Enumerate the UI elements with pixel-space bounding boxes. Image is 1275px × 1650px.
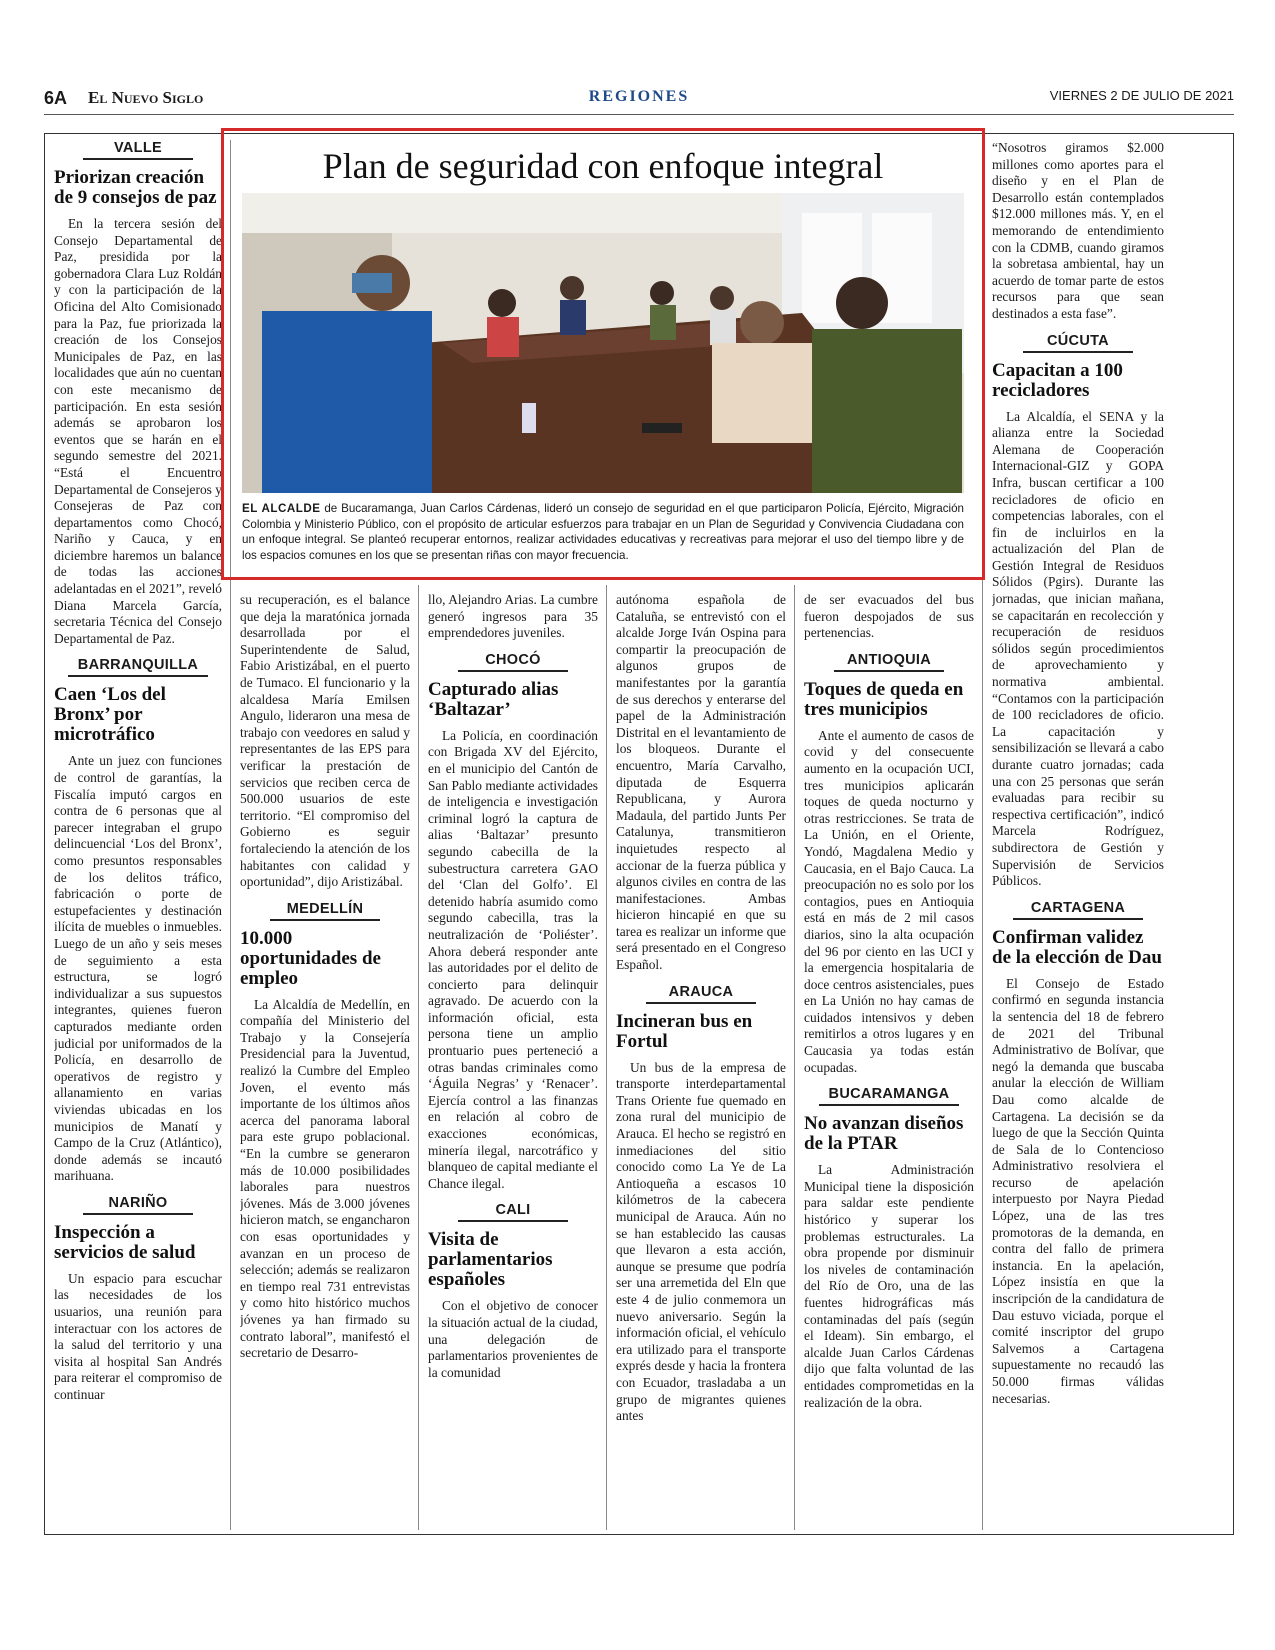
headline-barranquilla: Caen ‘Los del Bronx’ por microtráfico — [54, 684, 166, 746]
feature-block — [221, 128, 985, 580]
kicker-choco: CHOCÓ — [458, 652, 568, 672]
headline-valle: Priorizan creación de 9 consejos de paz — [54, 167, 217, 208]
page-number: 6A — [44, 88, 68, 108]
article-valle — [54, 140, 222, 647]
kicker-cali: CALI — [458, 1202, 568, 1222]
masthead-rule — [44, 114, 1234, 115]
article-barranquilla — [54, 657, 222, 1184]
newspaper-name: El Nuevo Siglo — [88, 88, 204, 107]
headline-bucaramanga: No avanzan diseños de la PTAR — [804, 1113, 964, 1155]
headline-choco: Capturado alias ‘Baltazar’ — [428, 678, 559, 720]
article-cartagena — [992, 900, 1164, 1407]
kicker-barranquilla: BARRANQUILLA — [68, 657, 208, 677]
column-1 — [54, 140, 222, 1530]
caption-text: de Bucaramanga, Juan Carlos Cárdenas, lideró un consejo de seguridad en el que participaron Policía, Ejército, Migración Colombia y Ministerio Público, con el propósito de articular esfuerzos para trabajar en un Plan de Seguridad y Convivencia Ciudadana con un enfoque integral. Se planteó recuperar entornos, realizar actividades educativas y recreativas para mejorar el uso del tiempo libre y de los espacios comunes en los que se presentan riñas con mayor frecuencia. — [242, 502, 964, 562]
body-antioquia: Ante el aumento de casos de covid y del consecuente aumento en la ocupación UCI, tres municipios aplicarán toques de queda nocturno y otras restricciones. Se trata de La Unión, en el Oriente, Yondó, Magdalena Medio y Caucasia, en el Bajo Cauca. La preocupación no es solo por los contagios, pues en Antioquia está en más de 2 mil casos diarios, sino la alta ocupación del 96 por ciento en las UCI y la emergencia hospitalaria de doce centros asistenciales, pues en La Unión no hay camas de cuidados intensivos y deben remitirlos a otros lugares y en Caucasia ya todas están ocupadas. — [804, 727, 974, 1075]
kicker-cucuta: CÚCUTA — [1023, 333, 1133, 353]
article-arauca — [616, 984, 786, 1425]
article-cali — [428, 1202, 598, 1381]
headline-cali: Visita de parlamentarios españoles — [428, 1229, 553, 1291]
body-cali-continued: autónoma española de Cataluña, se entrevistó con el alcalde Jorge Iván Ospina para compartir la preocupación de algunos grupos de manifestantes por la garantía de sus derechos y enterarse del papel de la Administración Distrital en el levantamiento de los bloqueos. Durante el encuentro, María Carvalho, diputada de Esquerra Republicana, y Aurora Madaula, del partido Junts Per Catalunya, transmitieron inquietudes respecto al accionar de la fuerza pública y algunos civiles en contra de las manifestaciones. Ambas hicieron hincapié en que su tarea es realizar un informe que será presentado en el Congreso Español. — [616, 592, 786, 973]
body-bucaramanga-continued: “Nosotros giramos $2.000 millones como aportes para el diseño y en el Plan de Desarrollo están contemplados $12.000 millones más. Y, en el memorando de entendimiento con la CDMB, cuando giramos la sobretasa ambiental, hay un acuerdo de tomar parte de estos recursos para que sean destinados a esta fase”. — [992, 140, 1164, 321]
column-5 — [804, 592, 974, 1530]
article-medellin — [240, 901, 410, 1362]
kicker-bucaramanga: BUCARAMANGA — [819, 1086, 959, 1106]
article-bucaramanga — [804, 1086, 974, 1411]
body-narino-continued: su recuperación, es el balance que deja la maratónica jornada desarrollada por el Superintendente de Salud, Fabio Aristizábal, en el puerto de Tumaco. El funcionario y la alcaldesa María Emilsen Angulo, lideraron una mesa de trabajo con veedores en salud y representantes de las EPS para verificar la prestación de servicios que reciben cerca de 500.000 usuarios de este territorio. “El compromiso del Gobierno es seguir fortaleciendo la atención de los habitantes con calidad y oportunidad”, dijo Aristizábal. — [240, 592, 410, 890]
headline-narino: Inspección a servicios de salud — [54, 1221, 196, 1263]
headline-arauca: Incineran bus en Fortul — [616, 1010, 753, 1052]
kicker-medellin: MEDELLÍN — [270, 901, 380, 921]
column-divider — [418, 585, 419, 1530]
body-cali: Con el objetivo de conocer la situación actual de la ciudad, una delegación de parlamentarios provenientes de la comunidad — [428, 1298, 598, 1380]
body-barranquilla: Ante un juez con funciones de control de garantías, la Fiscalía imputó cargos en contra de 6 personas que al parecer integraban el grupo delincuencial ‘Los del Bronx’, como presuntos responsables de los delitos tráfico, fabricación o porte de estupefacientes y destinación ilícita de muebles o inmuebles. Luego de un año y seis meses de seguimiento a esta estructura, se logró individualizar a sus supuestos integrantes, quienes fueron capturados mediante orden judicial por uniformados de la Policía, en desarrollo de operativos de registro y allanamiento en varias viviendas ubicadas en los municipios de Manatí y Campo de la Cruz (Atlántico), donde además se incautó marihuana. — [54, 753, 222, 1184]
body-arauca-continued: de ser evacuados del bus fueron despojados de sus pertenencias. — [804, 592, 974, 641]
kicker-cartagena: CARTAGENA — [1013, 900, 1143, 920]
headline-antioquia: Toques de queda en tres municipios — [804, 678, 964, 720]
article-choco — [428, 652, 598, 1193]
column-6 — [992, 140, 1164, 1530]
body-cucuta: La Alcaldía, el SENA y la alianza entre la Sociedad Alemana de Cooperación Internacional-GIZ y GOPA Infra, buscan certificar a 100 recicladores de oficio en competencias laborales, con el fin de incluirlos en la actualización del Plan de Gestión Integral de Residuos Sólidos (Pgirs). Durante las jornadas, que inician mañana, se capacitarán en recolección y recuperación de residuos sólidos según procedimientos de aprovechamiento y normativa ambiental. “Contamos con la participación de 100 recicladores de oficio. La capacitación y sensibilización se llevará a cabo durante cuatro jornadas; cada una con 25 personas que serán evaluadas para recibir su respectiva certificación”, indicó Marcela Rodríguez, subdirectora de Gestión y Supervisión de Servicios Públicos. — [992, 408, 1164, 889]
column-2 — [240, 592, 410, 1530]
kicker-arauca: ARAUCA — [646, 984, 756, 1004]
photo-caption — [242, 501, 964, 563]
body-narino: Un espacio para escuchar las necesidades de los usuarios, una reunión para interactuar con los actores de la salud del territorio y una visita al hospital San Andrés para reiterar el compromiso de continuar — [54, 1270, 222, 1403]
article-cucuta — [992, 333, 1164, 890]
feature-title: Plan de seguridad con enfoque integral — [322, 146, 884, 186]
column-divider — [606, 585, 607, 1530]
body-medellin: La Alcaldía de Medellín, en compañía del Ministerio del Trabajo y la Consejería Presidencial para la Juventud, realizó la Cumbre del Empleo Joven, el evento más importante de los últimos años acerca del panorama laboral para este grupo poblacional. “En la cumbre se generaron más de 10.000 posibilidades laborales para nuestros jóvenes. Más de 3.000 jóvenes hicieron match, se engancharon con esas oportunidades y avanzan en un proceso de selección; además se realizaron en tiempo real 731 entrevistas y como hito histórico muchos jóvenes ya han firmado su contrato laboral”, manifestó el secretario de Desarro- — [240, 996, 410, 1361]
meeting-photo-illustration — [242, 193, 964, 493]
body-cartagena: El Consejo de Estado confirmó en segunda instancia la sentencia del 18 de febrero de 2021 del Tribunal Administrativo de Bolívar, que negó la demanda que buscaba anular la elección de William Dau como alcalde de Cartagena. La decisión se da luego de que la Sección Quinta de Sala de lo Contencioso Administrativo resolviera el recurso de apelación interpuesto por Nayra Piedad López, una de las tres promotoras de la demanda, en contra del fallo de primera instancia. En la apelación, López insistía en que la inscripción de la candidatura de Dau estuvo viciada, porque el comité inscriptor del grupo Salvemos a Cartagena supuestamente no recaudó las 50.000 firmas válidas necesarias. — [992, 975, 1164, 1406]
body-bucaramanga: La Administración Municipal tiene la disposición para saldar este pendiente histórico y superar los problemas estructurales. La obra propende por disminuir los niveles de contaminación del Río de Oro, una de las fuentes hidrográficas más contaminadas del país (según el Ideam). Sin embargo, el alcalde Juan Carlos Cárdenas dijo que falta voluntad de las entidades comprometidas en la realización de la obra. — [804, 1162, 974, 1410]
masthead — [44, 88, 1234, 114]
headline-medellin: 10.000 oportunidades de empleo — [240, 927, 381, 989]
body-medellin-continued: llo, Alejandro Arias. La cumbre generó ingresos para 35 emprendedores juveniles. — [428, 592, 598, 641]
headline-cucuta: Capacitan a 100 recicladores — [992, 359, 1123, 401]
section-title: REGIONES — [588, 88, 690, 105]
kicker-narino: NARIÑO — [83, 1195, 193, 1215]
column-3 — [428, 592, 598, 1530]
caption-lead: EL ALCALDE — [242, 502, 321, 515]
column-divider — [794, 585, 795, 1530]
kicker-valle: VALLE — [83, 140, 193, 160]
headline-cartagena: Confirman validez de la elección de Dau — [992, 926, 1162, 968]
meeting-photo — [242, 193, 964, 493]
body-choco: La Policía, en coordinación con Brigada XV del Ejército, en el municipio del Cantón de San Pablo mediante actividades de inteligencia e investigación criminal logró la captura de alias ‘Baltazar’ presunto segundo cabecilla de la subestructura carretera GAO del ‘Clan del Golfo’. El detenido habría asumido como segundo cabecilla, tras la neutralización de ‘Poliéster’. Ahora deberá responder ante las autoridades por el delito de concierto para delinquir agravado. De acuerdo con la información oficial, esta persona tiene un amplio prontuario pues perteneció a otras bandas criminales como ‘Águila Negras’ y ‘Renacer’. Ejercía control a las finanzas en relación al cobro de exacciones económicas, minería ilegal, narcotráfico y blanqueo de capital mediante el Chance ilegal. — [428, 727, 598, 1191]
column-4 — [616, 592, 786, 1530]
issue-date: VIERNES 2 DE JULIO DE 2021 — [1049, 88, 1234, 103]
kicker-antioquia: ANTIOQUIA — [834, 652, 944, 672]
body-arauca: Un bus de la empresa de transporte interdepartamental Trans Oriente fue quemado en zona rural del municipio de Arauca. El hecho se registró en inmediaciones del sitio conocido como La Ye de La Antioqueña a escasos 10 kilómetros de la cabecera municipal de Arauca. Aún no se han establecido las causas que llevaron a esta acción, aunque se presume que podría ser una arremetida del Eln que este 4 de julio conmemora un nuevo aniversario. Según la información oficial, el vehículo era utilizado para el transporte exprés desde y hacia la frontera con Ecuador, trasladaba a un grupo de migrantes quienes antes — [616, 1059, 786, 1424]
article-antioquia — [804, 652, 974, 1076]
article-narino — [54, 1195, 222, 1404]
body-valle: En la tercera sesión del Consejo Departamental de Paz, presidida por la gobernadora Clara Luz Roldán y con la participación de la Oficina del Alto Comisionado para la Paz, fue priorizada la creación de los Consejos Municipales de Paz, en las localidades que aún no cuentan con este mecanismo de participación. En esta sesión además se aprobaron los eventos que se harán en el segundo semestre del 2021. “Está el Encuentro Departamental de Consejeros y Consejeras de Paz con departamentos como Chocó, Nariño y Cauca, y en diciembre haremos un balance de todas las acciones adelantadas en el 2021”, reveló Diana Marcela García, secretaria Técnica del Consejo Departamental de Paz. — [54, 216, 222, 646]
